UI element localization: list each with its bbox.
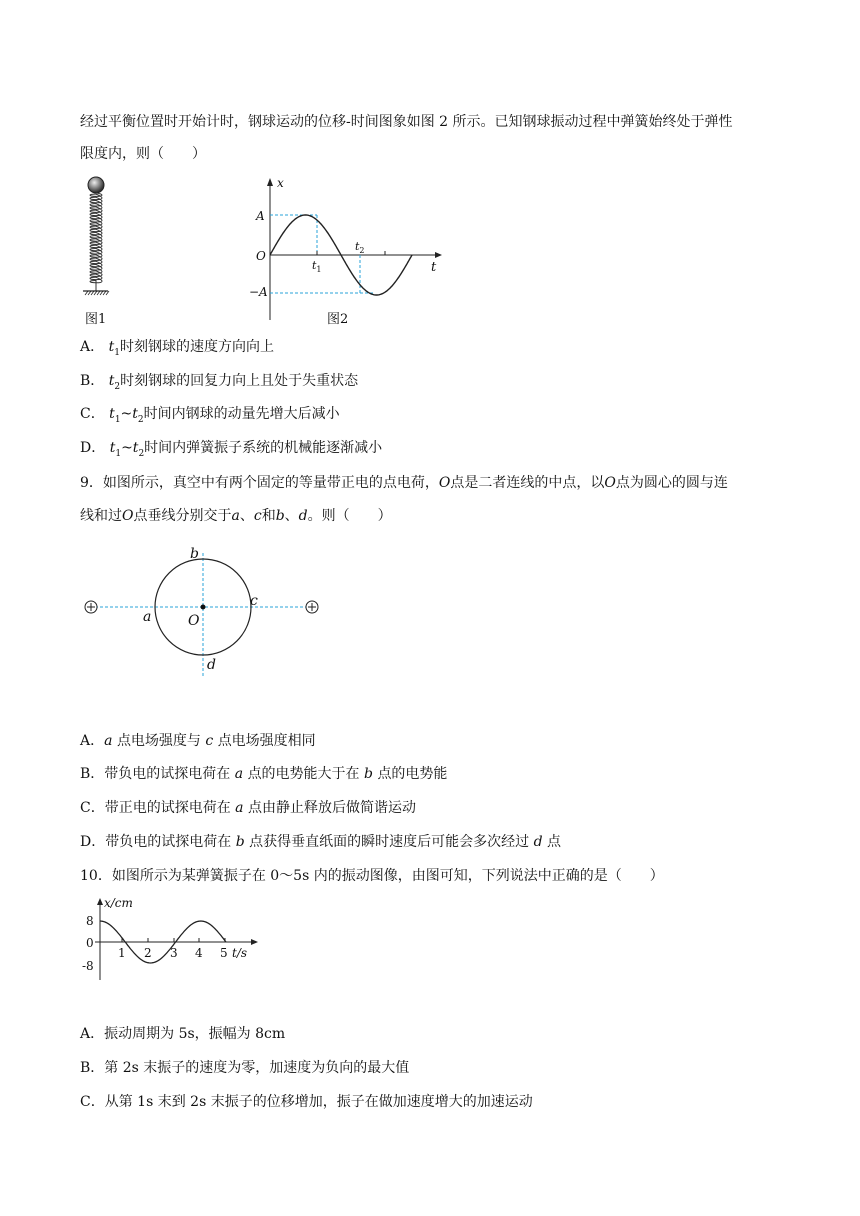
q8-stem-line1: 经过平衡位置时开始计时，钢球运动的位移-时间图象如图 2 所示。已知钢球振动过程中弹簧始终处于弹性 — [80, 114, 733, 130]
figure2-caption: 图2 — [327, 312, 349, 327]
left-charge — [85, 601, 97, 613]
ytick-neg8: -8 — [82, 959, 94, 973]
q9-stem-line2: 线和过O点垂线分别交于a、c和b、d。则（ ） — [80, 508, 392, 524]
q9-stem-line1: 9．如图所示，真空中有两个固定的等量带正电的点电荷，O点是二者连线的中点，以O点为圆心的圆与连 — [80, 475, 728, 491]
t1-label: $t_1$ — [312, 259, 322, 274]
q8-option-a: A． $t_1$时刻钢球的速度方向向上 — [80, 339, 274, 358]
xtick-5: 5 — [220, 946, 228, 960]
q10-figure-vibration — [80, 895, 280, 985]
q9-option-a: A．a 点电场强度与 c 点电场强度相同 — [80, 733, 316, 749]
figure1-caption: 图1 — [85, 312, 107, 327]
axis-t-label: t — [431, 260, 437, 275]
q10-option-b: B．第 2s 末振子的速度为零，加速度为负向的最大值 — [80, 1060, 410, 1076]
point-d-label: d — [207, 657, 216, 673]
amp-pos-label: A — [256, 209, 265, 223]
q8-option-b: B． $t_2$时刻钢球的回复力向上且处于失重状态 — [80, 373, 359, 392]
xlabel: t/s — [232, 946, 248, 960]
q9-option-c: C．带正电的试探电荷在 a 点由静止释放后做简谐运动 — [80, 800, 416, 816]
right-charge — [306, 601, 318, 613]
xtick-2: 2 — [144, 946, 152, 960]
point-c-label: c — [250, 593, 258, 609]
ylabel: x/cm — [104, 896, 133, 910]
amp-neg-label: −A — [249, 285, 268, 299]
origin-label: O — [256, 249, 266, 263]
point-a-label: a — [143, 609, 152, 625]
point-b-label: b — [190, 546, 199, 562]
q9-figure-circle-charges — [82, 543, 332, 678]
q8-option-d: D． $t_1\sim t_2$时间内弹簧振子系统的机械能逐渐减小 — [80, 440, 383, 459]
spring-coil — [90, 193, 102, 291]
q9-option-d: D．带负电的试探电荷在 b 点获得垂直纸面的瞬时速度后可能会多次经过 d 点 — [80, 834, 561, 850]
ground-hatch — [85, 291, 109, 295]
steel-ball — [88, 177, 104, 193]
center-point — [201, 605, 206, 610]
q10-stem: 10．如图所示为某弹簧振子在 0～5s 内的振动图像，由图可知，下列说法中正确的是（ ） — [80, 868, 664, 884]
q10-option-a: A．振动周期为 5s，振幅为 8cm — [80, 1026, 286, 1042]
point-O-label: O — [188, 613, 200, 629]
ytick-0: 0 — [86, 936, 94, 950]
q8-option-c: C． $t_1\sim t_2$时间内钢球的动量先增大后减小 — [80, 406, 340, 425]
xtick-1: 1 — [118, 946, 126, 960]
t2-label: $t_2$ — [355, 240, 365, 255]
xtick-3: 3 — [170, 946, 178, 960]
xtick-4: 4 — [195, 946, 203, 960]
q8-figure2-graph — [249, 175, 455, 330]
q10-option-c: C．从第 1s 末到 2s 末振子的位移增加，振子在做加速度增大的加速运动 — [80, 1094, 533, 1110]
axis-x-label: x — [277, 176, 284, 190]
q8-figure1-spring — [78, 175, 138, 325]
ytick-8: 8 — [86, 914, 94, 928]
q8-stem-line2: 限度内，则（ ） — [80, 146, 206, 162]
q9-option-b: B．带负电的试探电荷在 a 点的电势能大于在 b 点的电势能 — [80, 766, 448, 782]
